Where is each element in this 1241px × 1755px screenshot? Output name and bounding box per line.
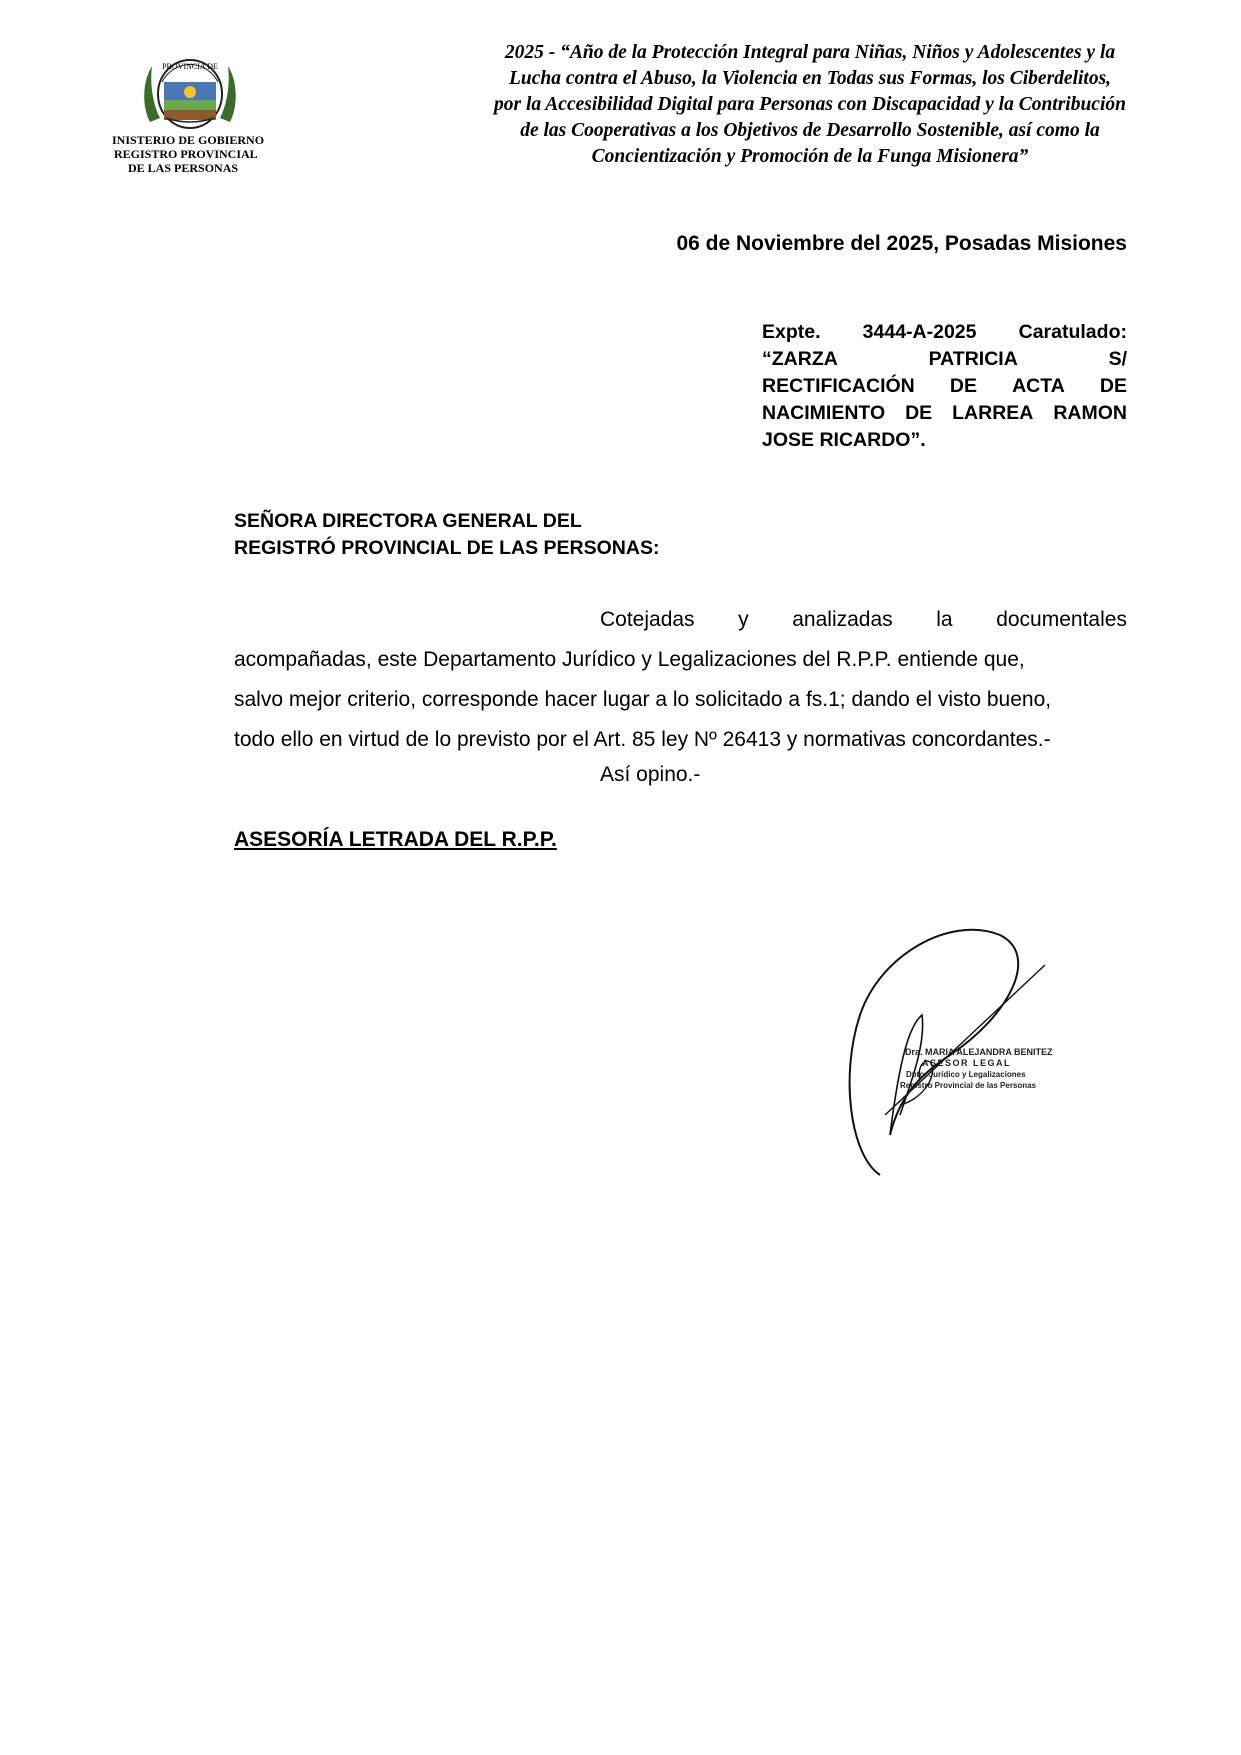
case-word: S/ xyxy=(1108,348,1127,370)
case-word: DE xyxy=(1099,375,1127,397)
stamp-title: ASESOR LEGAL xyxy=(922,1058,1012,1068)
recipient-line: REGISTRÓ PROVINCIAL DE LAS PERSONAS: xyxy=(234,537,660,559)
body-word: documentales xyxy=(996,608,1127,631)
motto-line: Concientización y Promoción de la Funga Misionera” xyxy=(591,146,1029,167)
case-word: RECTIFICACIÓN xyxy=(762,375,915,397)
body-line xyxy=(234,600,1127,640)
stamp-registry: Registro Provincial de las Personas xyxy=(900,1081,1037,1090)
case-word: NACIMIENTO xyxy=(762,402,886,424)
case-line xyxy=(762,400,1127,427)
body-line: salvo mejor criterio, corresponde hacer lugar a lo solicitado a fs.1; dando el visto bueno, xyxy=(234,688,1052,711)
motto-line: por la Accesibilidad Digital para Personas con Discapacidad y la Contribución xyxy=(494,94,1126,115)
case-number: 3444-A-2025 xyxy=(862,321,977,343)
case-word: DE xyxy=(905,402,933,424)
body-word: la xyxy=(936,608,953,631)
body-word: Cotejadas xyxy=(600,608,695,631)
year-motto xyxy=(460,40,1160,170)
case-word: Expte. xyxy=(762,321,821,343)
stamp-department: Dpto. Jurídico y Legalizaciones xyxy=(906,1070,1026,1079)
ministry-line: DE LAS PERSONAS xyxy=(128,161,239,175)
body-word: y xyxy=(738,608,749,631)
case-word: “ZARZA xyxy=(762,348,838,370)
case-word: LARREA xyxy=(952,402,1034,424)
motto-line: de las Cooperativas a los Objetivos de Desarrollo Sostenible, así como la xyxy=(520,120,1100,141)
province-emblem xyxy=(140,52,240,132)
case-word: Caratulado: xyxy=(1018,321,1127,343)
ministry-name xyxy=(112,133,282,175)
signature-stamp xyxy=(840,905,1065,1185)
recipient xyxy=(234,508,659,562)
ministry-line: INISTERIO DE GOBIERNO xyxy=(112,133,265,147)
case-line: JOSE RICARDO”. xyxy=(762,429,926,451)
body-word: analizadas xyxy=(792,608,893,631)
body-text xyxy=(234,600,1127,790)
case-word: DE xyxy=(949,375,977,397)
case-line xyxy=(762,373,1127,400)
stamp-name: Dra. MARIA ALEJANDRA BENITEZ xyxy=(905,1047,1053,1057)
signature-stroke xyxy=(885,965,1045,1115)
emblem-text: PROVINCIA DE xyxy=(162,62,218,71)
case-word: ACTA xyxy=(1012,375,1065,397)
closing-line: Así opino.- xyxy=(600,763,701,786)
body-line: acompañadas, este Departamento Jurídico y Legalizaciones del R.P.P. entiende que, xyxy=(234,648,1025,671)
case-line xyxy=(762,346,1127,373)
case-reference xyxy=(762,319,1127,454)
motto-line: Lucha contra el Abuso, la Violencia en Todas sus Formas, los Ciberdelitos, xyxy=(508,68,1112,89)
case-word: RAMON xyxy=(1053,402,1127,424)
recipient-line: SEÑORA DIRECTORA GENERAL DEL xyxy=(234,510,582,532)
ministry-line: REGISTRO PROVINCIAL xyxy=(114,147,258,161)
body-line: todo ello en virtud de lo previsto por el Art. 85 ley Nº 26413 y normativas concordantes.- xyxy=(234,728,1051,751)
case-word: PATRICIA xyxy=(928,348,1018,370)
case-line xyxy=(762,319,1127,346)
motto-line: 2025 - “Año de la Protección Integral para Niñas, Niños y Adolescentes y la xyxy=(504,42,1116,63)
signatory-office: ASESORÍA LETRADA DEL R.P.P. xyxy=(234,828,557,851)
document-date: 06 de Noviembre del 2025, Posadas Misiones xyxy=(676,232,1127,255)
